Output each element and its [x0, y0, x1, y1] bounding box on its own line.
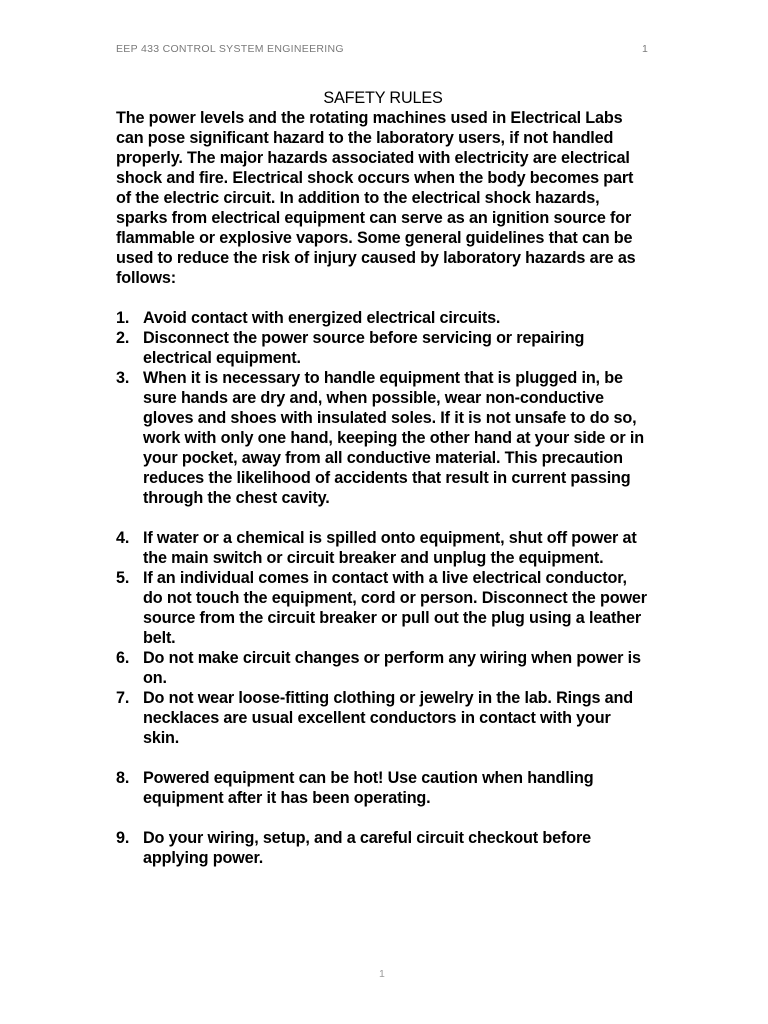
document-title: SAFETY RULES: [323, 89, 443, 107]
rule-number: 9.: [116, 829, 130, 847]
rule-number: 5.: [116, 569, 130, 587]
document-body: [116, 88, 650, 868]
rule-number: 7.: [116, 689, 130, 707]
rule-item-1: [116, 308, 650, 328]
rule-item-6: [116, 648, 650, 688]
rule-number: 1.: [116, 309, 130, 327]
rule-number: 8.: [116, 769, 130, 787]
intro-paragraph: The power levels and the rotating machines used in Electrical Labs can pose significant hazard to the laboratory users, if not handled properly. The major hazards associated with electricity are electrical shock and fire. Electrical shock occurs when the body becomes part of the electric circuit. In addition to the electrical shock hazards, sparks from electrical equipment can serve as an ignition source for flammable or explosive vapors. Some general guidelines that can be used to reduce the risk of injury caused by laboratory hazards are as follows:: [116, 109, 636, 287]
rule-item-4: [116, 528, 650, 568]
rule-text: Do not wear loose-fitting clothing or jewelry in the lab. Rings and necklaces are usual excellent conductors in contact with your skin.: [143, 689, 633, 747]
rule-text: Disconnect the power source before servicing or repairing electrical equipment.: [143, 329, 585, 367]
running-header: EEP 433 CONTROL SYSTEM ENGINEERING: [116, 43, 344, 55]
rule-text: When it is necessary to handle equipment that is plugged in, be sure hands are dry and, when possible, wear non-conductive gloves and shoes with insulated soles. If it is not unsafe to do so, work with only one hand, keeping the other hand at your side or in your pocket, away from all conductive material. This precaution reduces the likelihood of accidents that result in current passing through the chest cavity.: [143, 369, 644, 507]
rule-text: Powered equipment can be hot! Use caution when handling equipment after it has been operating.: [143, 769, 594, 807]
rule-text: Do not make circuit changes or perform any wiring when power is on.: [143, 649, 641, 687]
safety-rules-list: [116, 308, 650, 868]
rule-number: 3.: [116, 369, 130, 387]
rule-number: 2.: [116, 329, 130, 347]
footer-page-number: 1: [379, 968, 385, 980]
rule-text: If water or a chemical is spilled onto equipment, shut off power at the main switch or circuit breaker and unplug the equipment.: [143, 529, 637, 567]
rule-item-2: [116, 328, 650, 368]
header-page-number: 1: [642, 43, 648, 55]
rule-item-9: [116, 828, 650, 868]
rule-item-8: [116, 768, 650, 808]
rule-item-3: [116, 368, 650, 508]
rule-text: If an individual comes in contact with a live electrical conductor, do not touch the equipment, cord or person. Disconnect the power source from the circuit breaker or pull out the plug using a leather belt.: [143, 569, 647, 647]
rule-number: 6.: [116, 649, 130, 667]
rule-item-5: [116, 568, 650, 648]
rule-text: Do your wiring, setup, and a careful circuit checkout before applying power.: [143, 829, 591, 867]
rule-number: 4.: [116, 529, 130, 547]
rule-text: Avoid contact with energized electrical circuits.: [143, 309, 501, 327]
rule-item-7: [116, 688, 650, 748]
